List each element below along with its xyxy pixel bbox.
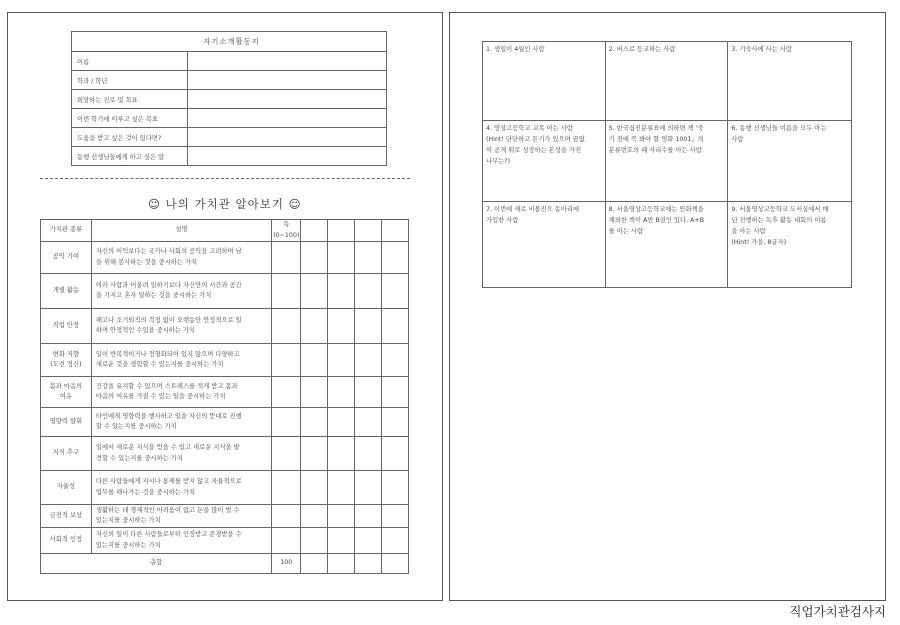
- total-value: 100: [272, 554, 301, 574]
- header-extra-cell: [382, 220, 409, 242]
- value-type-name: [41, 471, 92, 505]
- blank-cell: [355, 437, 382, 471]
- blank-cell: [301, 274, 328, 309]
- value-type-name: [41, 505, 92, 528]
- value-type-name-line: 몸과 마음의: [49, 382, 83, 390]
- intro-row-field[interactable]: [188, 90, 387, 109]
- value-description-line: 타인에게 영향력을 행사하고 일을 자신의 뜻대로 진행: [95, 412, 242, 420]
- bingo-cell-text: 6. 동행 선생님들 이름을 모두 아는: [731, 125, 827, 132]
- blank-cell: [382, 408, 409, 437]
- blank-cell: [382, 344, 409, 377]
- bingo-cell-text: 사람: [731, 136, 744, 143]
- values-row: [41, 242, 409, 274]
- value-description-line: 자신의 일이 다른 사람들로부터 인정받고 존경받을 수: [95, 531, 242, 538]
- bingo-cell-text: 제외한 책이 A만 B권인 있다. A+B: [608, 217, 705, 224]
- value-type-name-line: 개별 활동: [52, 286, 80, 294]
- value-type-name: [41, 408, 92, 437]
- bingo-cell-3[interactable]: [728, 42, 852, 121]
- intro-form-table: [71, 31, 387, 166]
- blank-cell: [355, 408, 382, 437]
- blank-cell: [301, 471, 328, 505]
- blank-cell: [328, 309, 355, 344]
- value-type-name: [41, 437, 92, 471]
- bingo-row: [483, 202, 852, 288]
- score-input-cell[interactable]: [272, 408, 301, 437]
- value-description-line: 을 가지고 혼자 일하는 것을 중시하는 가치: [95, 292, 212, 299]
- values-row: [41, 274, 409, 309]
- bingo-cell-text: 3. 기숙사에 사는 사람: [731, 46, 793, 53]
- bingo-cell-text: 2. 버스로 등교하는 사람: [608, 46, 676, 53]
- header-extra-cell: [355, 220, 382, 242]
- blank-cell: [382, 505, 409, 528]
- score-input-cell[interactable]: [272, 309, 301, 344]
- blank-cell: [328, 408, 355, 437]
- value-description-line: 하며 안정적인 수입을 중시하는 가치: [95, 327, 196, 334]
- blank-cell: [355, 471, 382, 505]
- value-description: [91, 242, 271, 274]
- bingo-row: [483, 42, 852, 121]
- bingo-grid: [482, 41, 852, 288]
- score-input-cell[interactable]: [272, 437, 301, 471]
- bingo-cell-text: 4. 영상고등학교 교목 아는 사람: [486, 125, 574, 132]
- value-description: [91, 344, 271, 377]
- value-type-name: [41, 309, 92, 344]
- blank-cell: [328, 437, 355, 471]
- value-type-name-line: 직업 안정: [52, 321, 80, 329]
- header-extra-cell: [328, 220, 355, 242]
- value-description: [91, 408, 271, 437]
- blank-cell: [382, 309, 409, 344]
- total-extra-cell: [301, 554, 328, 574]
- value-type-name-line: 변화 지향: [52, 350, 80, 358]
- value-description-line: 할 수 있는지를 중시하는 가치: [95, 423, 177, 430]
- value-description: [91, 274, 271, 309]
- header-description: 설명: [91, 220, 271, 242]
- intro-row-field[interactable]: [188, 147, 387, 166]
- blank-cell: [355, 344, 382, 377]
- bingo-cell-8[interactable]: [605, 202, 728, 288]
- left-worksheet-page: [7, 12, 443, 601]
- intro-row-field[interactable]: [188, 128, 387, 147]
- bingo-cell-4[interactable]: [483, 121, 606, 202]
- values-row: [41, 408, 409, 437]
- score-input-cell[interactable]: [272, 377, 301, 408]
- value-type-name-line: 영향력 발휘: [49, 417, 83, 425]
- blank-cell: [382, 242, 409, 274]
- value-description: [91, 528, 271, 554]
- blank-cell: [301, 408, 328, 437]
- blank-cell: [355, 309, 382, 344]
- score-input-cell[interactable]: [272, 528, 301, 554]
- values-row: [41, 505, 409, 528]
- cut-line-divider: [40, 178, 410, 179]
- intro-row-label: 이름: [72, 52, 188, 71]
- header-value-type: 가치관 종류: [41, 220, 92, 242]
- blank-cell: [301, 528, 328, 554]
- values-row: [41, 344, 409, 377]
- value-description: [91, 471, 271, 505]
- blank-cell: [382, 377, 409, 408]
- blank-cell: [301, 377, 328, 408]
- values-table: [40, 219, 409, 574]
- value-description: [91, 437, 271, 471]
- blank-cell: [301, 505, 328, 528]
- intro-row-label: 학과 / 학년: [72, 71, 188, 90]
- value-description-line: 생활하는 데 경제적인 어려움이 없고 돈을 많이 벌 수: [95, 506, 240, 514]
- bingo-cell-text: 이 곧게 뛰로 성장하는 본성을 가진: [486, 147, 582, 154]
- score-input-cell[interactable]: [272, 344, 301, 377]
- total-extra-cell: [355, 554, 382, 574]
- value-description-line: 있는지를 중시하는 가치: [95, 517, 161, 524]
- intro-row-label: 희망하는 진로 및 목표: [72, 90, 188, 109]
- bingo-cell-2[interactable]: [605, 42, 728, 121]
- value-description-line: 자신의 이익보다는 국가나 사회의 공익을 고려하며 남: [95, 248, 242, 255]
- value-type-name: [41, 528, 92, 554]
- score-input-cell[interactable]: [272, 242, 301, 274]
- score-input-cell[interactable]: [272, 505, 301, 528]
- right-bingo-page: [449, 12, 886, 601]
- bingo-cell-text: 년 진행하는 독후 활동 대회의 이름: [731, 217, 827, 224]
- value-type-name-line: 공익 기여: [52, 253, 80, 261]
- value-description-line: 마음의 여유를 가질 수 있는 일을 중시하는 가치: [95, 393, 226, 400]
- total-extra-cell: [382, 554, 409, 574]
- value-type-name: [41, 377, 92, 408]
- blank-cell: [328, 274, 355, 309]
- values-row: [41, 528, 409, 554]
- bingo-cell-text: 8. 서울영상고등학교에는 만화책을: [608, 206, 704, 213]
- values-row: [41, 377, 409, 408]
- intro-row-field[interactable]: [188, 71, 387, 90]
- bingo-cell-9[interactable]: [728, 202, 852, 288]
- value-description-line: 일에서 새로운 지식을 얻을 수 있고 새로운 지식을 발: [95, 444, 240, 451]
- blank-cell: [355, 377, 382, 408]
- blank-cell: [382, 437, 409, 471]
- intro-row-field[interactable]: [188, 52, 387, 71]
- value-description-line: 다른 사람들에게 지시나 통제를 받지 않고 자율적으로: [95, 478, 242, 485]
- value-description-line: 견할 수 있는지를 중시하는 가치: [95, 454, 183, 462]
- header-score-label: 득: [283, 221, 290, 228]
- bingo-cell-6[interactable]: [728, 121, 852, 202]
- values-row: [41, 471, 409, 505]
- blank-cell: [355, 274, 382, 309]
- blank-cell: [355, 528, 382, 554]
- blank-cell: [382, 528, 409, 554]
- bingo-cell-text: 을 아는 사람: [731, 228, 766, 235]
- blank-cell: [301, 437, 328, 471]
- blank-cell: [328, 344, 355, 377]
- value-type-name-line: 자율성: [56, 483, 76, 491]
- bingo-cell-5[interactable]: [605, 121, 728, 202]
- bingo-cell-text: 7. 이번에 새로 비볼진으 동아리에: [486, 206, 580, 213]
- total-label: 총합: [41, 554, 272, 574]
- bingo-cell-text: 9. 서울영상고등학교 도서실에서 매: [731, 206, 829, 213]
- bingo-cell-text: 나무는?): [486, 158, 511, 165]
- worksheet-caption: 직업가치관검사지: [789, 604, 886, 619]
- blank-cell: [382, 274, 409, 309]
- blank-cell: [355, 505, 382, 528]
- bingo-cell-text: 가입한 사람: [486, 217, 519, 224]
- intro-row-label: 동행 선생님들에게 하고 싶은 말: [72, 147, 188, 166]
- values-row: [41, 437, 409, 471]
- value-type-name-line: 여유: [59, 393, 73, 400]
- score-input-cell[interactable]: [272, 471, 301, 505]
- blank-cell: [328, 242, 355, 274]
- header-extra-cell: [301, 220, 328, 242]
- value-type-name: [41, 274, 92, 309]
- intro-form-title: 자기소개활동지: [72, 32, 387, 52]
- blank-cell: [301, 344, 328, 377]
- header-score-range: (0~100): [273, 231, 300, 239]
- values-row: [41, 309, 409, 344]
- value-description: [91, 505, 271, 528]
- value-description-line: 여러 사람과 어울려 일하기보다 자신만의 시간과 공간: [95, 281, 242, 289]
- value-type-name: [41, 344, 92, 377]
- value-type-name: [41, 242, 92, 274]
- value-description-line: 해고나 조기퇴직의 걱정 없이 오랫동안 안정적으로 일: [95, 316, 242, 324]
- bingo-row: [483, 121, 852, 202]
- score-input-cell[interactable]: [272, 274, 301, 309]
- bingo-cell-1[interactable]: [483, 42, 606, 121]
- bingo-cell-text: (Hint! 단단하고 튼기가 있으며 꿈없: [486, 136, 585, 143]
- blank-cell: [355, 242, 382, 274]
- bingo-cell-text: (Hint! 가을, 8글자): [731, 239, 787, 246]
- header-score: [272, 220, 301, 242]
- blank-cell: [301, 242, 328, 274]
- value-description-line: 건강을 유지할 수 있으며 스트레스를 적게 받고 몸과: [95, 382, 238, 390]
- value-type-name-line: 지식 추구: [52, 449, 80, 457]
- value-type-name-line: 사회적 인정: [49, 536, 83, 544]
- values-section-title: ☺ 나의 가치관 알아보기 ☺: [148, 197, 302, 211]
- bingo-cell-7[interactable]: [483, 202, 606, 288]
- value-type-name-line: 금전적 보상: [49, 511, 83, 519]
- bingo-cell-text: 를 아는 사람: [608, 228, 644, 235]
- value-description: [91, 309, 271, 344]
- value-description-line: 을 위해 봉사하는 것을 중시하는 가치: [95, 258, 198, 266]
- bingo-cell-text: 1. 생일이 4월인 사람: [486, 46, 545, 53]
- blank-cell: [328, 471, 355, 505]
- intro-row-field[interactable]: [188, 109, 387, 128]
- blank-cell: [382, 471, 409, 505]
- value-description-line: 있는지를 중시하는 가치: [95, 541, 161, 549]
- intro-row-label: 이번 학기에 이루고 싶은 목표: [72, 109, 188, 128]
- value-description: [91, 377, 271, 408]
- blank-cell: [301, 309, 328, 344]
- bingo-cell-text: 기 전에 꼭 봐야 할 영화 1001」의: [608, 136, 704, 143]
- value-description-line: 새로운 것을 경험할 수 있는지를 중시하는 가치: [95, 361, 224, 368]
- bingo-cell-text: 5. 한국십진분류표에 의하면 책 '죽: [608, 125, 704, 132]
- blank-cell: [328, 505, 355, 528]
- value-description-line: 업무를 해나가는 것을 중시하는 가치: [95, 488, 196, 496]
- value-description-line: 일이 반복적이거나 정형화되어 있지 않으며 다양하고: [95, 350, 240, 358]
- bingo-cell-text: 분류번호의 때 자리수를 아는 사람: [608, 147, 702, 154]
- total-extra-cell: [328, 554, 355, 574]
- value-type-name-line: (도전 정신): [50, 361, 82, 368]
- blank-cell: [328, 528, 355, 554]
- intro-row-label: 도움을 받고 싶은 것이 있다면?: [72, 128, 188, 147]
- blank-cell: [328, 377, 355, 408]
